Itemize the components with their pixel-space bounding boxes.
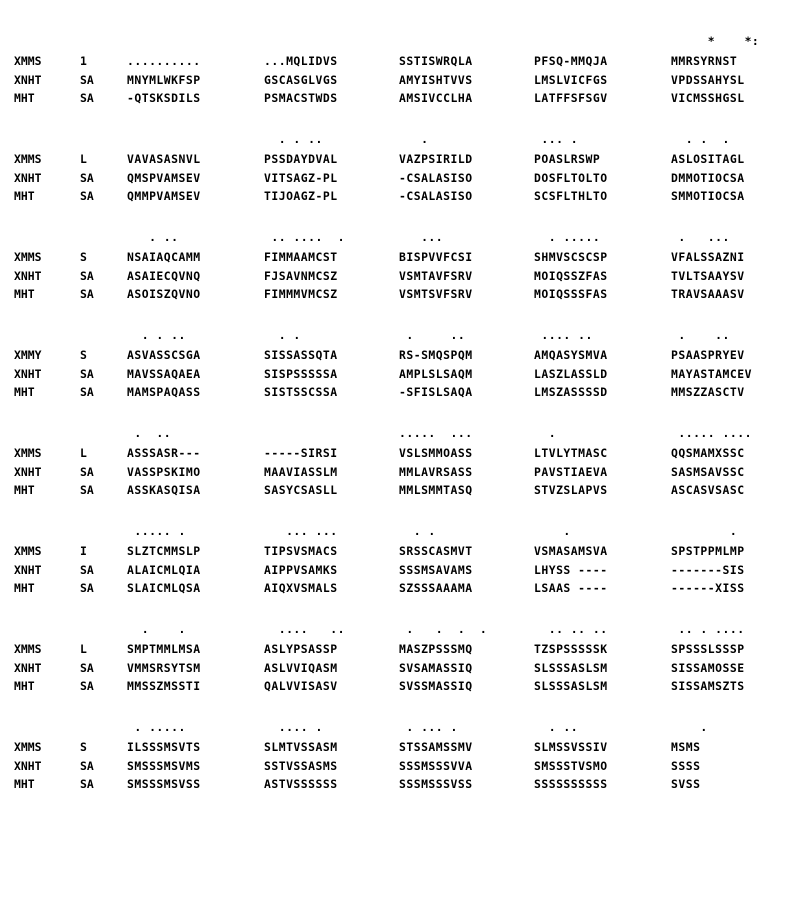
sequence-name: XMMS [14, 152, 42, 166]
sequence-row [0, 191, 810, 205]
sequence-name: MHT [14, 91, 35, 105]
sequence-row [0, 154, 810, 168]
sequence-segment: NSAIAQCAMM [127, 250, 201, 264]
sequence-segment: SSSMSAVAMS [399, 563, 473, 577]
sequence-segment: ...MQLIDVS [264, 54, 338, 68]
conservation-marks: . . .. [264, 132, 323, 146]
sequence-segment: SASMSAVSSC [671, 465, 745, 479]
conservation-marks: . . [127, 622, 186, 636]
conservation-marks: .. .... . [264, 230, 345, 244]
sequence-segment: POASLRSWP [534, 152, 601, 166]
conservation-line [0, 134, 810, 148]
sequence-number: SA [80, 581, 94, 595]
conservation-marks: ..... .... [671, 426, 752, 440]
sequence-segment: AMSIVCCLHA [399, 91, 473, 105]
sequence-number: SA [80, 563, 94, 577]
sequence-name: MHT [14, 777, 35, 791]
conservation-marks: . [671, 720, 708, 734]
sequence-segment: SASYCSASLL [264, 483, 338, 497]
sequence-segment: SMMOTIOCSA [671, 189, 745, 203]
sequence-segment: RS-SMQSPQM [399, 348, 473, 362]
sequence-segment: PSSDAYDVAL [264, 152, 338, 166]
sequence-segment: VAZPSIRILD [399, 152, 473, 166]
sequence-row [0, 644, 810, 658]
sequence-segment: VSMASAMSVA [534, 544, 608, 558]
sequence-segment: LASZLASSLD [534, 367, 608, 381]
sequence-number: SA [80, 367, 94, 381]
conservation-marks: . .. [399, 328, 466, 342]
sequence-segment: MASZPSSSMQ [399, 642, 473, 656]
sequence-segment: ILSSSMSVTS [127, 740, 201, 754]
sequence-row [0, 448, 810, 462]
sequence-row [0, 663, 810, 677]
sequence-number: SA [80, 171, 94, 185]
sequence-segment: DMMOTIOCSA [671, 171, 745, 185]
conservation-marks: . ... . [399, 720, 458, 734]
sequence-row [0, 252, 810, 266]
sequence-number: I [80, 544, 87, 558]
sequence-segment: TZSPSSSSSK [534, 642, 608, 656]
sequence-number: SA [80, 91, 94, 105]
sequence-name: XNHT [14, 563, 42, 577]
sequence-segment: SSTISWRQLA [399, 54, 473, 68]
sequence-row [0, 583, 810, 597]
sequence-segment: QMMPVAMSEV [127, 189, 201, 203]
sequence-name: MHT [14, 189, 35, 203]
sequence-segment: TIJOAGZ-PL [264, 189, 338, 203]
sequence-segment: ASCASVSASC [671, 483, 745, 497]
sequence-segment: SMSSSTVSMO [534, 759, 608, 773]
conservation-marks: ... . [534, 132, 579, 146]
sequence-segment: VITSAGZ-PL [264, 171, 338, 185]
sequence-segment: MOIQSSZFAS [534, 269, 608, 283]
sequence-segment: AIQXVSMALS [264, 581, 338, 595]
sequence-segment: SSSMSSSVVA [399, 759, 473, 773]
conservation-marks: . [671, 524, 738, 538]
sequence-row [0, 93, 810, 107]
sequence-segment: SVSS [671, 777, 701, 791]
sequence-name: XMMS [14, 446, 42, 460]
sequence-number: L [80, 152, 87, 166]
conservation-marks: . ..... [534, 230, 601, 244]
sequence-segment: ASLVVIQASM [264, 661, 338, 675]
sequence-name: XNHT [14, 465, 42, 479]
sequence-row [0, 271, 810, 285]
conservation-marks: ... [399, 230, 444, 244]
conservation-marks: . ... [671, 230, 730, 244]
conservation-marks: . . . . [399, 622, 488, 636]
sequence-segment: SHMVSCSCSP [534, 250, 608, 264]
sequence-segment: DOSFLTOLTO [534, 171, 608, 185]
sequence-segment: MMSSZMSSTI [127, 679, 201, 693]
sequence-segment: ASLYPSASSP [264, 642, 338, 656]
sequence-name: XNHT [14, 759, 42, 773]
alignment-block [0, 36, 810, 134]
sequence-segment: TRAVSAAASV [671, 287, 745, 301]
sequence-segment: SLZTCMMSLP [127, 544, 201, 558]
sequence-segment: MMSZZASCTV [671, 385, 745, 399]
sequence-segment: SISTSSCSSA [264, 385, 338, 399]
sequence-name: XNHT [14, 73, 42, 87]
sequence-number: SA [80, 287, 94, 301]
conservation-marks: . .. [671, 328, 730, 342]
sequence-segment: AIPPVSAMKS [264, 563, 338, 577]
sequence-segment: VSLSMMOASS [399, 446, 473, 460]
sequence-segment: MMLAVRSASS [399, 465, 473, 479]
conservation-line [0, 526, 810, 540]
sequence-segment: LATFFSFSGV [534, 91, 608, 105]
conservation-line [0, 232, 810, 246]
sequence-name: MHT [14, 679, 35, 693]
sequence-segment: PAVSTIAEVA [534, 465, 608, 479]
conservation-marks: . . [399, 524, 436, 538]
sequence-segment: VPDSSAHYSL [671, 73, 745, 87]
conservation-marks: . .. [534, 720, 579, 734]
sequence-segment: SSSMSSSVSS [399, 777, 473, 791]
sequence-row [0, 173, 810, 187]
sequence-segment: -SFISLSAQA [399, 385, 473, 399]
alignment-block [0, 526, 810, 624]
sequence-row [0, 56, 810, 70]
sequence-name: XMMS [14, 642, 42, 656]
conservation-marks: .... .. [264, 622, 345, 636]
sequence-name: XMMS [14, 740, 42, 754]
sequence-row [0, 742, 810, 756]
sequence-name: XMMS [14, 250, 42, 264]
sequence-segment: ASTVSSSSSS [264, 777, 338, 791]
sequence-name: XMMS [14, 544, 42, 558]
sequence-row [0, 546, 810, 560]
conservation-marks: . .. [127, 426, 172, 440]
sequence-segment: STSSAMSSMV [399, 740, 473, 754]
sequence-row [0, 761, 810, 775]
sequence-row [0, 75, 810, 89]
conservation-marks: . . . [671, 132, 730, 146]
conservation-marks: .. . .... [671, 622, 745, 636]
sequence-number: SA [80, 385, 94, 399]
sequence-segment: SLMTVSSASM [264, 740, 338, 754]
sequence-name: MHT [14, 581, 35, 595]
sequence-segment: SLSSSASLSM [534, 679, 608, 693]
alignment-block [0, 232, 810, 330]
sequence-segment: MAVSSAQAEA [127, 367, 201, 381]
conservation-marks: . [534, 524, 571, 538]
sequence-segment: MSMS [671, 740, 701, 754]
sequence-segment: SPSSSLSSSP [671, 642, 745, 656]
sequence-segment: TVLTSAAYSV [671, 269, 745, 283]
sequence-segment: LHYSS ---- [534, 563, 608, 577]
sequence-segment: QALVVISASV [264, 679, 338, 693]
sequence-segment: ASAIECQVNQ [127, 269, 201, 283]
sequence-segment: LSAAS ---- [534, 581, 608, 595]
sequence-row [0, 779, 810, 793]
conservation-line [0, 330, 810, 344]
sequence-segment: .......... [127, 54, 201, 68]
conservation-marks: ... ... [264, 524, 338, 538]
conservation-marks: . . .. [127, 328, 186, 342]
sequence-segment: PSAASPRYEV [671, 348, 745, 362]
conservation-marks: . [399, 132, 429, 146]
sequence-segment: FIMMMVMCSZ [264, 287, 338, 301]
conservation-line [0, 722, 810, 736]
sequence-row [0, 289, 810, 303]
sequence-segment: SZSSSAAAMA [399, 581, 473, 595]
sequence-segment: SMSSSMSVMS [127, 759, 201, 773]
sequence-segment: MOIQSSSFAS [534, 287, 608, 301]
sequence-segment: SMPTMMLMSA [127, 642, 201, 656]
sequence-name: XNHT [14, 367, 42, 381]
sequence-segment: SISSAMSZTS [671, 679, 745, 693]
sequence-number: SA [80, 483, 94, 497]
sequence-segment: FJSAVNMCSZ [264, 269, 338, 283]
sequence-segment: SSSSSSSSSS [534, 777, 608, 791]
sequence-number: S [80, 250, 87, 264]
sequence-segment: MMRSYRNST [671, 54, 738, 68]
sequence-segment: VASSPSKIMO [127, 465, 201, 479]
sequence-segment: SLMSSVSSIV [534, 740, 608, 754]
alignment-block [0, 624, 810, 722]
sequence-segment: ASSSASR--- [127, 446, 201, 460]
sequence-number: SA [80, 777, 94, 791]
sequence-number: SA [80, 269, 94, 283]
sequence-segment: MAAVIASSLM [264, 465, 338, 479]
sequence-segment: SSTVSSASMS [264, 759, 338, 773]
sequence-number: L [80, 446, 87, 460]
sequence-number: S [80, 740, 87, 754]
sequence-segment: ASVASSCSGA [127, 348, 201, 362]
sequence-segment: SISPSSSSSA [264, 367, 338, 381]
sequence-segment: ALAICMLQIA [127, 563, 201, 577]
conservation-marks: . . [264, 328, 301, 342]
sequence-number: S [80, 348, 87, 362]
sequence-row [0, 387, 810, 401]
sequence-segment: FIMMAAMCST [264, 250, 338, 264]
sequence-segment: MMLSMMTASQ [399, 483, 473, 497]
sequence-segment: VSMTAVFSRV [399, 269, 473, 283]
sequence-name: XNHT [14, 269, 42, 283]
sequence-row [0, 369, 810, 383]
sequence-segment: -CSALASISO [399, 171, 473, 185]
alignment-block [0, 428, 810, 526]
conservation-marks: ..... ... [399, 426, 473, 440]
sequence-segment: SISSAMOSSE [671, 661, 745, 675]
conservation-marks: . ..... [127, 720, 186, 734]
sequence-row [0, 350, 810, 364]
sequence-name: XNHT [14, 171, 42, 185]
conservation-marks: . [534, 426, 557, 440]
sequence-name: XMMS [14, 54, 42, 68]
conservation-marks: . .. [127, 230, 179, 244]
sequence-segment: LMSZASSSSD [534, 385, 608, 399]
conservation-marks: ..... . [127, 524, 186, 538]
sequence-row [0, 467, 810, 481]
sequence-segment: VFALSSAZNI [671, 250, 745, 264]
sequence-name: XNHT [14, 661, 42, 675]
sequence-segment: PSMACSTWDS [264, 91, 338, 105]
sequence-name: MHT [14, 385, 35, 399]
sequence-segment: TIPSVSMACS [264, 544, 338, 558]
sequence-segment: ASOISZQVNO [127, 287, 201, 301]
sequence-segment: BISPVVFCSI [399, 250, 473, 264]
conservation-marks: .. .. .. [534, 622, 608, 636]
sequence-segment: VMMSRSYTSM [127, 661, 201, 675]
conservation-line [0, 624, 810, 638]
conservation-line [0, 428, 810, 442]
sequence-segment: AMYISHTVVS [399, 73, 473, 87]
sequence-row [0, 485, 810, 499]
sequence-segment: AMQASYSMVA [534, 348, 608, 362]
sequence-segment: SLSSSASLSM [534, 661, 608, 675]
conservation-marks: .... .. [534, 328, 593, 342]
sequence-segment: SMSSSMSVSS [127, 777, 201, 791]
conservation-marks: * *: [671, 34, 760, 48]
sequence-segment: GSCASGLVGS [264, 73, 338, 87]
sequence-segment: QMSPVAMSEV [127, 171, 201, 185]
sequence-number: SA [80, 759, 94, 773]
sequence-segment: LTVLYTMASC [534, 446, 608, 460]
conservation-marks: .... . [264, 720, 323, 734]
sequence-segment: LMSLVICFGS [534, 73, 608, 87]
alignment-block [0, 134, 810, 232]
sequence-segment: SCSFLTHLTO [534, 189, 608, 203]
sequence-segment: STVZSLAPVS [534, 483, 608, 497]
sequence-segment: SRSSCASMVT [399, 544, 473, 558]
sequence-segment: SSSS [671, 759, 701, 773]
sequence-number: SA [80, 661, 94, 675]
sequence-number: SA [80, 189, 94, 203]
sequence-segment: VICMSSHGSL [671, 91, 745, 105]
sequence-segment: SLAICMLQSA [127, 581, 201, 595]
sequence-segment: ------XISS [671, 581, 745, 595]
sequence-number: SA [80, 73, 94, 87]
sequence-name: MHT [14, 287, 35, 301]
sequence-row [0, 681, 810, 695]
sequence-number: 1 [80, 54, 87, 68]
sequence-segment: SISSASSQTA [264, 348, 338, 362]
alignment-block [0, 330, 810, 428]
sequence-number: L [80, 642, 87, 656]
sequence-segment: SVSAMASSIQ [399, 661, 473, 675]
sequence-segment: MAMSPAQASS [127, 385, 201, 399]
sequence-segment: QQSMAMXSSC [671, 446, 745, 460]
sequence-segment: SVSSMASSIQ [399, 679, 473, 693]
sequence-segment: MAYASTAMCEV [671, 367, 752, 381]
sequence-segment: -QTSKSDILS [127, 91, 201, 105]
sequence-row [0, 565, 810, 579]
sequence-name: XMMY [14, 348, 42, 362]
sequence-segment: ASLOSITAGL [671, 152, 745, 166]
sequence-segment: AMPLSLSAQM [399, 367, 473, 381]
sequence-segment: SPSTPPMLMP [671, 544, 745, 558]
conservation-line [0, 36, 810, 50]
sequence-segment: MNYMLWKFSP [127, 73, 201, 87]
sequence-segment: -------SIS [671, 563, 745, 577]
alignment-block [0, 722, 810, 820]
sequence-segment: ASSKASQISA [127, 483, 201, 497]
sequence-segment: PFSQ-MMQJA [534, 54, 608, 68]
sequence-segment: VAVASASNVL [127, 152, 201, 166]
sequence-name: MHT [14, 483, 35, 497]
sequence-segment: -----SIRSI [264, 446, 338, 460]
sequence-segment: -CSALASISO [399, 189, 473, 203]
sequence-number: SA [80, 679, 94, 693]
sequence-number: SA [80, 465, 94, 479]
sequence-segment: VSMTSVFSRV [399, 287, 473, 301]
